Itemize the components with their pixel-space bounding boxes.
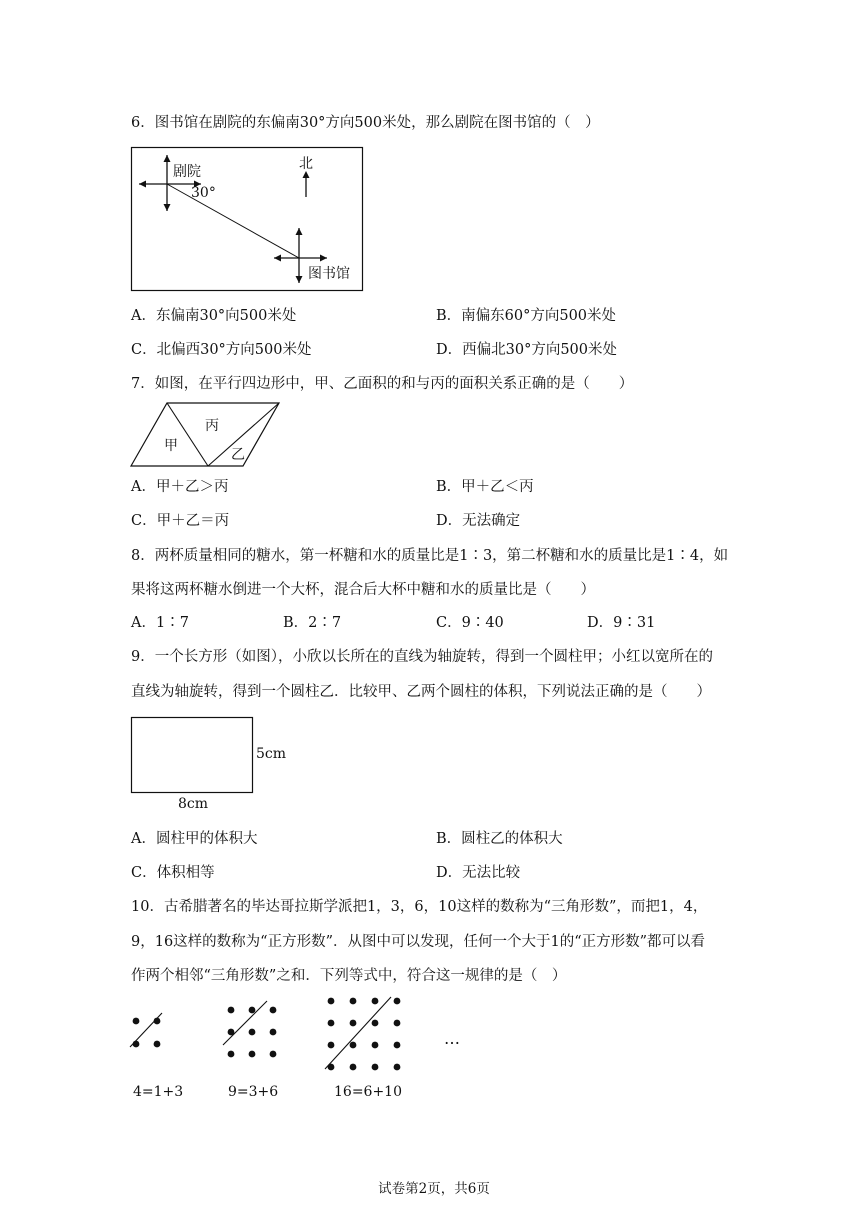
q7-option-a: A．甲＋乙＞丙: [131, 479, 229, 495]
q10-dot-pattern-diagram: [125, 993, 485, 1103]
q9-length-label: 8cm: [178, 796, 209, 812]
q7-option-d: D．无法确定: [436, 513, 521, 529]
q8-option-d: D．9∶31: [587, 615, 656, 631]
q10-stem-line3: 作两个相邻“三角形数”之和．下列等式中，符合这一规律的是（ ）: [131, 968, 567, 984]
q9-rectangle: [132, 718, 253, 793]
q7-parallelogram-diagram: [131, 402, 281, 468]
q9-width-label: 5cm: [256, 746, 287, 762]
q9-option-b: B．圆柱乙的体积大: [436, 831, 563, 847]
q7-label-yi: 乙: [231, 447, 245, 463]
q10-ellipsis: …: [444, 1029, 460, 1048]
q7-label-bing: 丙: [205, 418, 219, 434]
q6-compass-diagram: [131, 147, 363, 291]
q10-square-number-4: [130, 1013, 162, 1047]
q6-angle-label: 30°: [191, 185, 216, 201]
q9-option-c: C．体积相等: [131, 865, 215, 881]
q8-option-b: B．2∶7: [283, 615, 342, 631]
q8-option-a: A．1∶7: [131, 615, 189, 631]
q6-stem: 6．图书馆在剧院的东偏南30°方向500米处，那么剧院在图书馆的（ ）: [131, 115, 600, 131]
q10-caption-9: 9=3+6: [228, 1084, 279, 1100]
q6-theater-label: 剧院: [173, 164, 201, 180]
q9-rectangle-diagram: [131, 716, 291, 812]
page-footer: 试卷第2页，共6页: [378, 1181, 490, 1197]
q10-square-number-9: [223, 1001, 276, 1057]
q8-stem-line1: 8．两杯质量相同的糖水，第一杯糖和水的质量比是1∶3，第二杯糖和水的质量比是1∶4，如: [131, 548, 729, 564]
q10-square-number-16: [325, 997, 400, 1070]
q10-stem-line1: 10．古希腊著名的毕达哥拉斯学派把1，3，6，10这样的数称为“三角形数”，而把1，4，: [131, 899, 708, 915]
q6-option-d: D．西偏北30°方向500米处: [436, 342, 618, 358]
q8-option-c: C．9∶40: [436, 615, 504, 631]
q6-north-label: 北: [299, 156, 313, 172]
q8-stem-line2: 果将这两杯糖水倒进一个大杯，混合后大杯中糖和水的质量比是（ ）: [131, 582, 595, 598]
q6-option-c: C．北偏西30°方向500米处: [131, 342, 312, 358]
q7-option-c: C．甲＋乙＝丙: [131, 513, 230, 529]
q10-caption-4: 4=1+3: [133, 1084, 184, 1100]
q9-option-d: D．无法比较: [436, 865, 521, 881]
q7-label-jia: 甲: [164, 438, 178, 454]
q7-option-b: B．甲＋乙＜丙: [436, 479, 534, 495]
q9-stem-line1: 9．一个长方形（如图），小欣以长所在的直线为轴旋转，得到一个圆柱甲；小红以宽所在的: [131, 649, 713, 665]
q9-stem-line2: 直线为轴旋转，得到一个圆柱乙．比较甲、乙两个圆柱的体积，下列说法正确的是（ ）: [131, 684, 711, 700]
q10-stem-line2: 9，16这样的数称为“正方形数”．从图中可以发现，任何一个大于1的“正方形数”都可以看: [131, 934, 706, 950]
q6-direction-line: [167, 184, 299, 258]
q7-parallelogram: [131, 403, 279, 466]
q9-option-a: A．圆柱甲的体积大: [131, 831, 258, 847]
q6-option-a: A．东偏南30°向500米处: [131, 308, 297, 324]
q10-caption-16: 16=6+10: [334, 1084, 402, 1100]
q6-option-b: B．南偏东60°方向500米处: [436, 308, 617, 324]
q6-library-label: 图书馆: [308, 266, 350, 282]
q7-stem: 7．如图，在平行四边形中，甲、乙面积的和与丙的面积关系正确的是（ ）: [131, 376, 634, 392]
